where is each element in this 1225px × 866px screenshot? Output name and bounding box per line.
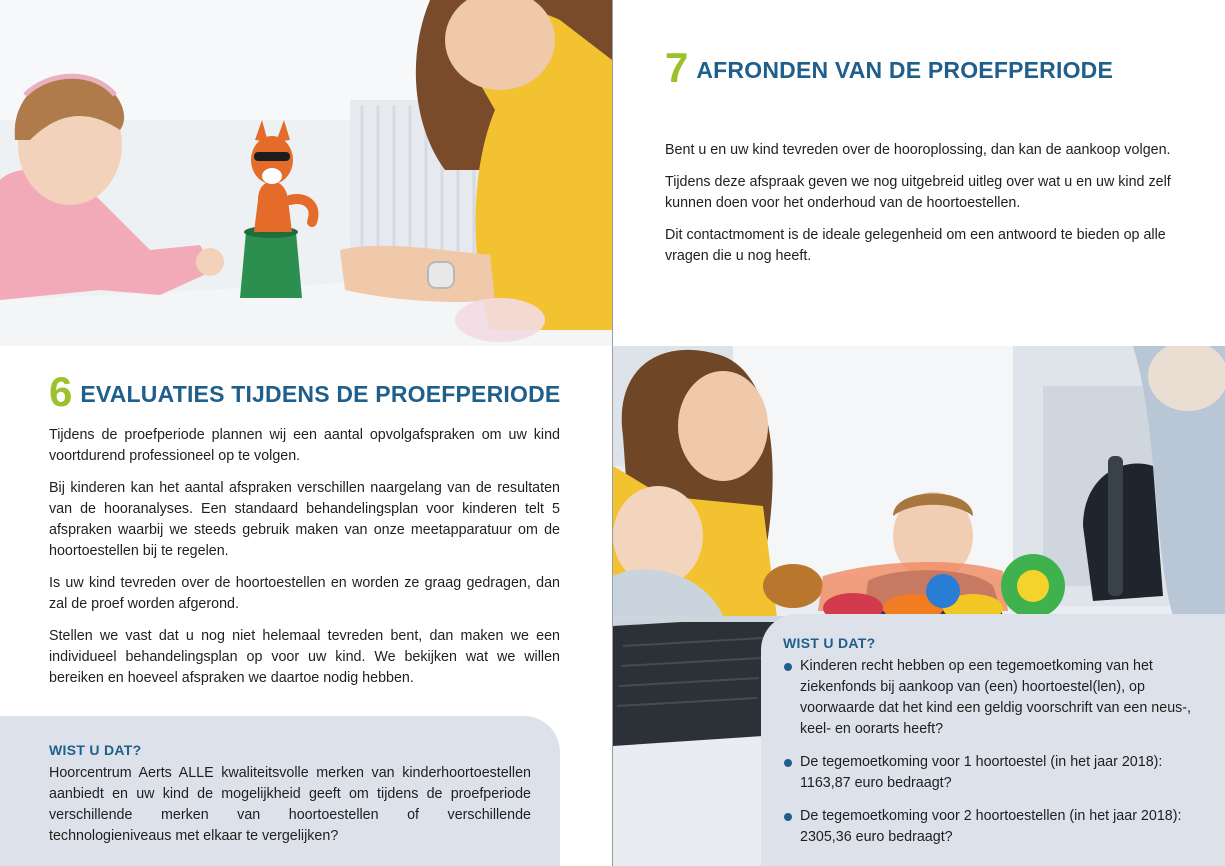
bullet-icon (784, 759, 792, 767)
callout-item-text: Kinderen recht hebben op een tegemoetkoming van het ziekenfonds bij aankoop van (een) hoortoestel(len), op voorwaarde dat het kind een geldig voorschrift van een neus-, keel- en oorarts heeft? (800, 658, 1192, 737)
photo-child-with-fox-toy (0, 0, 612, 346)
section-6-paragraph: Bij kinderen kan het aantal afspraken verschillen naargelang van de resultaten van de hooranalyses. Een standaard behandelingsplan voor kinderen telt 5 afspraken waarbij we steeds gebruik maken van onze meetapparatuur om de hoortoestellen bij te regelen. (49, 480, 560, 559)
section-7-title: AFRONDEN VAN DE PROEFPERIODE (696, 57, 1114, 83)
section-6-paragraph: Tijdens de proefperiode plannen wij een aantal opvolgafspraken om uw kind voortdurend professioneel op te volgen. (49, 427, 560, 464)
callout-title: WIST U DAT? (49, 742, 142, 758)
callout-list-item (783, 656, 1213, 740)
section-6-body (49, 425, 560, 700)
right-page (613, 0, 1225, 866)
section-7-paragraph: Bent u en uw kind tevreden over de hooroplossing, dan kan de aankoop volgen. (665, 142, 1171, 158)
left-page (0, 0, 612, 866)
section-6-paragraph: Stellen we vast dat u nog niet helemaal tevreden bent, dan maken we een individueel behandelingsplan op voor uw kind. We bekijken wat we willen bereiken en hoeveel afspraken we daartoe nodig hebben. (49, 628, 560, 686)
section-7-callout (761, 614, 1225, 866)
callout-title: WIST U DAT? (783, 635, 876, 651)
section-7-heading (665, 44, 1113, 92)
callout-item-text: De tegemoetkoming voor 2 hoortoestellen (in het jaar 2018): 2305,36 euro bedraagt? (800, 808, 1182, 845)
callout-list-item (783, 806, 1213, 848)
section-6-heading (49, 368, 560, 416)
section-6-title: EVALUATIES TIJDENS DE PROEFPERIODE (80, 381, 561, 407)
section-7-paragraph: Tijdens deze afspraak geven we nog uitgebreid uitleg over wat u en uw kind zelf kunnen doen voor het onderhoud van de hoortoestellen. (665, 174, 1171, 211)
callout-list (783, 656, 1213, 860)
section-6-callout (0, 716, 560, 866)
callout-item-text: De tegemoetkoming voor 1 hoortoestel (in het jaar 2018): 1163,87 euro bedraagt? (800, 754, 1163, 791)
section-6-number: 6 (49, 368, 73, 415)
callout-text: Hoorcentrum Aerts ALLE kwaliteitsvolle merken van kinderhoortoestellen aanbiedt en uw kind de mogelijkheid geeft om tijdens de proefperiode verschillende merken van hoortoestellen of verschillende technologieniveaus met elkaar te vergelijken? (49, 765, 531, 844)
section-7-number: 7 (665, 44, 689, 91)
section-7-body (665, 140, 1180, 278)
bullet-icon (784, 663, 792, 671)
section-7-paragraph: Dit contactmoment is de ideale gelegenheid om een antwoord te bieden op alle vragen die u nog heeft. (665, 227, 1166, 264)
callout-list-item (783, 752, 1213, 794)
bullet-icon (784, 813, 792, 821)
section-6-paragraph: Is uw kind tevreden over de hoortoestellen en worden ze graag gedragen, dan zal de proef worden afgerond. (49, 575, 560, 612)
